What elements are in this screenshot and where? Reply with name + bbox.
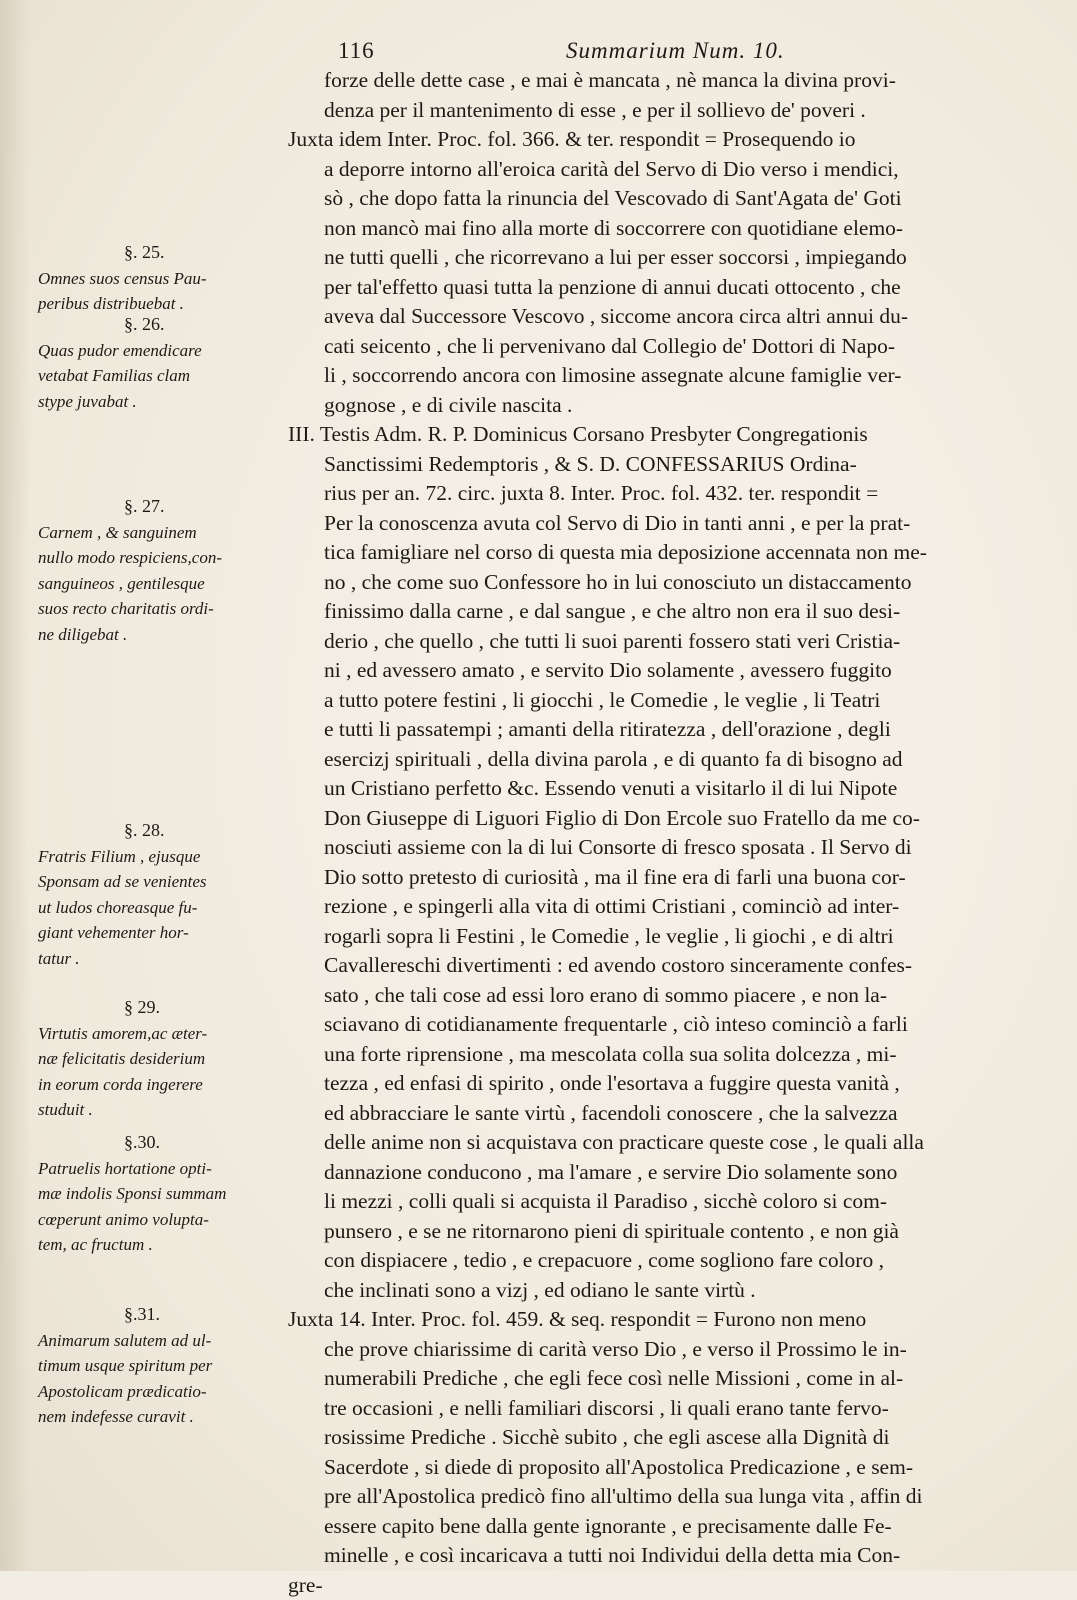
margin-note-number: §. 26. bbox=[38, 312, 288, 338]
margin-note-number: §.31. bbox=[38, 1302, 288, 1328]
margin-note-line: in eorum corda ingerere bbox=[38, 1072, 288, 1098]
margin-note-line: cœperunt animo volupta- bbox=[38, 1207, 288, 1233]
body-line: Juxta idem Inter. Proc. fol. 366. & ter. respondit = Prosequendo io bbox=[288, 125, 1050, 155]
body-line: denza per il mantenimento di esse , e per il sollievo de' poveri . bbox=[288, 96, 1050, 126]
body-line: non mancò mai fino alla morte di soccorrere con quotidiane elemo- bbox=[288, 214, 1050, 244]
body-line: sò , che dopo fatta la rinuncia del Vescovado di Sant'Agata de' Goti bbox=[288, 184, 1050, 214]
margin-note bbox=[38, 1302, 288, 1430]
margin-note-line: tem, ac fructum . bbox=[38, 1232, 288, 1258]
body-line: minelle , e così incaricava a tutti noi Individui della detta mia Con- bbox=[288, 1541, 1050, 1571]
body-line: per tal'effetto quasi tutta la penzione di annui ducati ottocento , che bbox=[288, 273, 1050, 303]
margin-note-line: sanguineos , gentilesque bbox=[38, 571, 288, 597]
body-line: li , soccorrendo ancora con limosine assegnate alcune famiglie ver- bbox=[288, 361, 1050, 391]
body-line: forze delle dette case , e mai è mancata , nè manca la divina provi- bbox=[288, 66, 1050, 96]
margin-note-line: Fratris Filium , ejusque bbox=[38, 844, 288, 870]
body-line: cati seicento , che li pervenivano dal Collegio de' Dottori di Napo- bbox=[288, 332, 1050, 362]
body-line: numerabili Prediche , che egli fece così nelle Missioni , come in al- bbox=[288, 1364, 1050, 1394]
body-line: Don Giuseppe di Liguori Figlio di Don Ercole suo Fratello da me co- bbox=[288, 804, 1050, 834]
body-line: che prove chiarissime di carità verso Dio , e verso il Prossimo le in- bbox=[288, 1335, 1050, 1365]
body-line: finissimo dalla carne , e dal sangue , e che altro non era il suo desi- bbox=[288, 597, 1050, 627]
page-number: 116 bbox=[338, 38, 375, 64]
body-line: gre- bbox=[288, 1571, 1050, 1600]
body-line: rogarli sopra li Festini , le Comedie , le veglie , li giochi , e di altri bbox=[288, 922, 1050, 952]
margin-note-line: ne diligebat . bbox=[38, 622, 288, 648]
body-line: gognose , e di civile nascita . bbox=[288, 391, 1050, 421]
body-line: a tutto potere festini , li giocchi , le Comedie , le veglie , li Teatri bbox=[288, 686, 1050, 716]
margin-note-line: peribus distribuebat . bbox=[38, 291, 288, 317]
body-line: sato , che tali cose ad essi loro erano di sommo piacere , e non la- bbox=[288, 981, 1050, 1011]
margin-note-line: nem indefesse curavit . bbox=[38, 1404, 288, 1430]
body-line: tezza , ed enfasi di spirito , onde l'esortava a fuggire questa vanità , bbox=[288, 1069, 1050, 1099]
margin-note-number: § 29. bbox=[38, 995, 288, 1021]
body-line: rezione , e spingerli alla vita di ottimi Cristiani , cominciò ad inter- bbox=[288, 892, 1050, 922]
body-line: tica famigliare nel corso di questa mia deposizione accennata non me- bbox=[288, 538, 1050, 568]
body-line: essere capito bene dalla gente ignorante , e precisamente dalle Fe- bbox=[288, 1512, 1050, 1542]
page-header bbox=[338, 38, 1038, 68]
body-line: con dispiacere , tedio , e crepacuore , come sogliono fare coloro , bbox=[288, 1246, 1050, 1276]
body-line: rosissime Prediche . Sicchè subito , che egli ascese alla Dignità di bbox=[288, 1423, 1050, 1453]
body-line: che inclinati sono a vizj , ed odiano le sante virtù . bbox=[288, 1276, 1050, 1306]
body-line: rius per an. 72. circ. juxta 8. Inter. Proc. fol. 432. ter. respondit = bbox=[288, 479, 1050, 509]
margin-note-number: §. 27. bbox=[38, 494, 288, 520]
body-line: Sacerdote , si diede di proposito all'Apostolica Predicazione , e sem- bbox=[288, 1453, 1050, 1483]
running-title: Summarium Num. 10. bbox=[566, 38, 785, 64]
body-line: III. Testis Adm. R. P. Dominicus Corsano Presbyter Congregationis bbox=[288, 420, 1050, 450]
margin-note bbox=[38, 995, 288, 1123]
body-line: a deporre intorno all'eroica carità del Servo di Dio verso i mendici, bbox=[288, 155, 1050, 185]
body-line: no , che come suo Confessore ho in lui conosciuto un distaccamento bbox=[288, 568, 1050, 598]
margin-note-line: Animarum salutem ad ul- bbox=[38, 1328, 288, 1354]
margin-note-line: giant vehementer hor- bbox=[38, 920, 288, 946]
margin-note-line: Carnem , & sanguinem bbox=[38, 520, 288, 546]
body-line: punsero , e se ne ritornarono pieni di spirituale contento , e non già bbox=[288, 1217, 1050, 1247]
margin-note-number: §. 28. bbox=[38, 818, 288, 844]
margin-note-line: stype juvabat . bbox=[38, 389, 288, 415]
body-line: ed abbracciare le sante virtù , facendoli conoscere , che la salvezza bbox=[288, 1099, 1050, 1129]
body-line: delle anime non si acquistava con practicare queste cose , le quali alla bbox=[288, 1128, 1050, 1158]
margin-note-line: tatur . bbox=[38, 946, 288, 972]
margin-note-line: Omnes suos census Pau- bbox=[38, 266, 288, 292]
margin-note-line: timum usque spiritum per bbox=[38, 1353, 288, 1379]
body-line: e tutti li passatempi ; amanti della ritiratezza , dell'orazione , degli bbox=[288, 715, 1050, 745]
margin-note-line: vetabat Familias clam bbox=[38, 363, 288, 389]
body-line: Sanctissimi Redemptoris , & S. D. CONFESSARIUS Ordina- bbox=[288, 450, 1050, 480]
margin-note bbox=[38, 240, 288, 317]
margin-note bbox=[38, 1130, 288, 1258]
margin-note-line: suos recto charitatis ordi- bbox=[38, 596, 288, 622]
margin-note bbox=[38, 312, 288, 414]
body-text bbox=[288, 66, 1050, 1600]
margin-note-line: Apostolicam prædicatio- bbox=[38, 1379, 288, 1405]
margin-note-line: Virtutis amorem,ac æter- bbox=[38, 1021, 288, 1047]
body-line: nosciuti assieme con la di lui Consorte di fresco sposata . Il Servo di bbox=[288, 833, 1050, 863]
margin-note-line: mæ indolis Sponsi summam bbox=[38, 1181, 288, 1207]
margin-note-line: studuit . bbox=[38, 1097, 288, 1123]
body-line: aveva dal Successore Vescovo , siccome ancora circa altri annui du- bbox=[288, 302, 1050, 332]
gutter-shadow bbox=[0, 0, 30, 1571]
body-line: sciavano di cotidianamente frequentarle , ciò inteso cominciò a farli bbox=[288, 1010, 1050, 1040]
margin-note-number: §.30. bbox=[38, 1130, 288, 1156]
body-line: Juxta 14. Inter. Proc. fol. 459. & seq. respondit = Furono non meno bbox=[288, 1305, 1050, 1335]
margin-note bbox=[38, 494, 288, 647]
body-line: ne tutti quelli , che ricorrevano a lui per esser soccorsi , impiegando bbox=[288, 243, 1050, 273]
margin-note bbox=[38, 818, 288, 971]
body-line: Per la conoscenza avuta col Servo di Dio in tanti anni , e per la prat- bbox=[288, 509, 1050, 539]
body-line: Dio sotto pretesto di curiosità , ma il fine era di farli una buona cor- bbox=[288, 863, 1050, 893]
body-line: li mezzi , colli quali si acquista il Paradiso , sicchè coloro si com- bbox=[288, 1187, 1050, 1217]
margin-note-line: Quas pudor emendicare bbox=[38, 338, 288, 364]
margin-note-line: nullo modo respiciens,con- bbox=[38, 545, 288, 571]
body-line: dannazione conducono , ma l'amare , e servire Dio solamente sono bbox=[288, 1158, 1050, 1188]
body-line: una forte riprensione , ma mescolata colla sua solita dolcezza , mi- bbox=[288, 1040, 1050, 1070]
margin-note-line: næ felicitatis desiderium bbox=[38, 1046, 288, 1072]
margin-note-line: Patruelis hortatione opti- bbox=[38, 1156, 288, 1182]
body-line: tre occasioni , e nelli familiari discorsi , li quali erano tante fervo- bbox=[288, 1394, 1050, 1424]
body-line: esercizj spirituali , della divina parola , e di quanto fa di bisogno ad bbox=[288, 745, 1050, 775]
body-line: un Cristiano perfetto &c. Essendo venuti a visitarlo il di lui Nipote bbox=[288, 774, 1050, 804]
body-line: Cavallereschi divertimenti : ed avendo costoro sinceramente confes- bbox=[288, 951, 1050, 981]
body-line: derio , che quello , che tutti li suoi parenti fossero stati veri Cristia- bbox=[288, 627, 1050, 657]
margin-note-line: Sponsam ad se venientes bbox=[38, 869, 288, 895]
margin-note-number: §. 25. bbox=[38, 240, 288, 266]
body-line: ni , ed avessero amato , e servito Dio solamente , avessero fuggito bbox=[288, 656, 1050, 686]
margin-note-line: ut ludos choreasque fu- bbox=[38, 895, 288, 921]
body-line: pre all'Apostolica predicò fino all'ultimo della sua lunga vita , affin di bbox=[288, 1482, 1050, 1512]
